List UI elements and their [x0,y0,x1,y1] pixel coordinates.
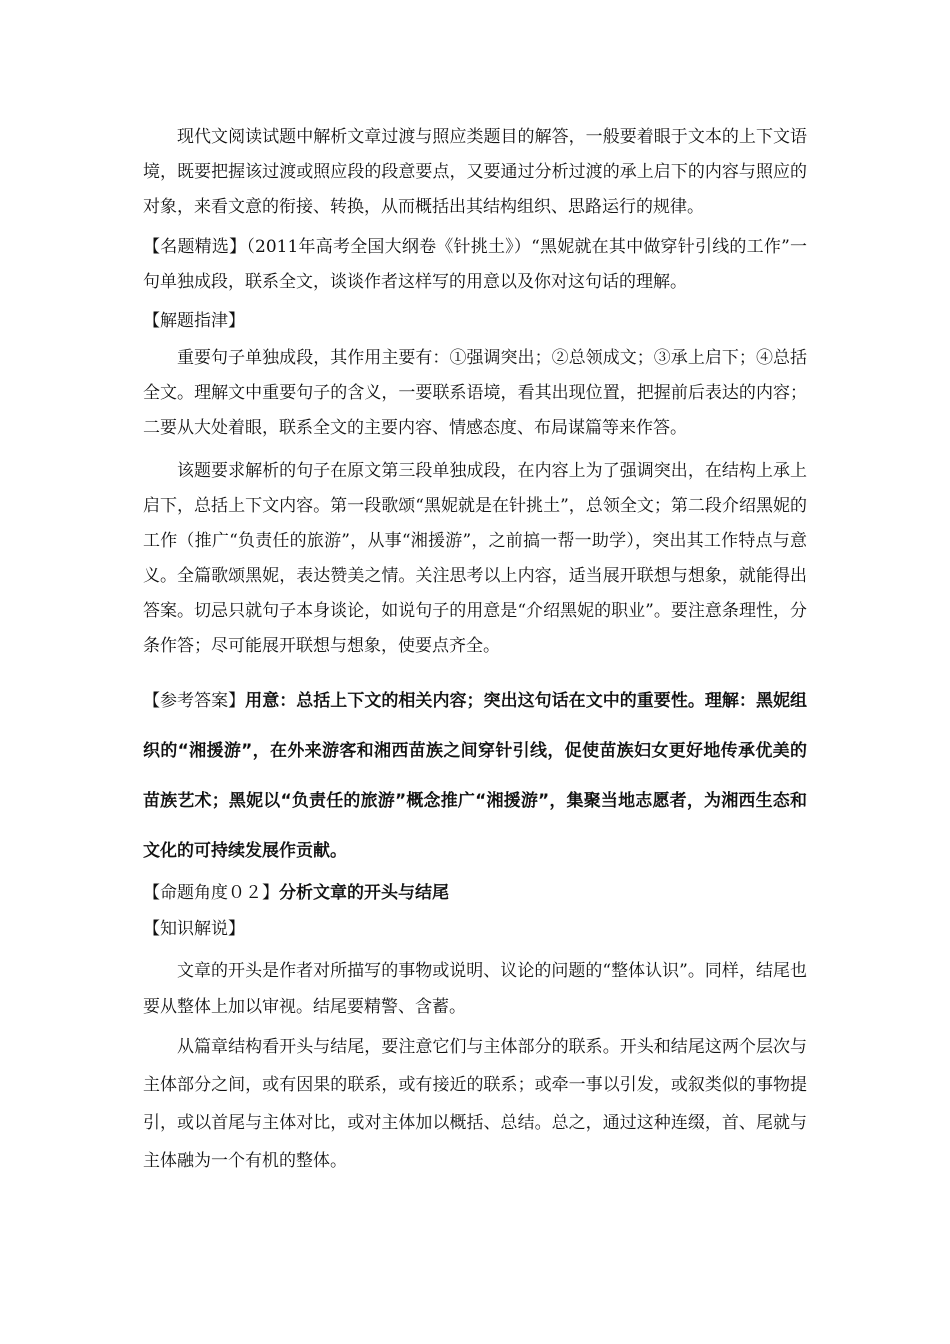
knowledge-heading: 【知识解说】 [143,919,245,939]
question-label: 【名题精选】 [143,237,247,257]
answer-label: 【参考答案】 [143,691,246,711]
knowledge-paragraph-1: 文章的开头是作者对所描写的事物或说明、议论的问题的“整体认识”。同样，结尾也要从整体上加以审视。结尾要精警、含蓄。 [143,961,807,1017]
question-text: （2011年高考全国大纲卷《针挑土》）“黑妮就在其中做穿针引线的工作”一句单独成段，联系全文，谈谈作者这样写的用意以及你对这句话的理解。 [143,237,807,292]
intro-paragraph: 现代文阅读试题中解析文章过渡与照应类题目的解答，一般要着眼于文本的上下文语境，既要把握该过渡或照应段的段意要点，又要通过分析过渡的承上启下的内容与照应的对象，来看文意的衔接、转换，从而概括出其结构组织、思路运行的规律。 [143,127,807,217]
angle-heading [143,876,813,911]
guide-heading: 【解题指津】 [143,311,245,331]
angle-text: 分析文章的开头与结尾 [279,883,449,903]
answer-text: 用意：总括上下文的相关内容；突出这句话在文中的重要性。理解：黑妮组织的“湘援游”，在外来游客和湘西苗族之间穿针引线，促使苗族妇女更好地传承优美的苗族艺术；黑妮以“负责任的旅游”概念推广“湘援游”，集聚当地志愿者，为湘西生态和文化的可持续发展作贡献。 [143,691,808,861]
reference-answer [143,676,807,876]
question-block [143,230,807,300]
angle-label: 【命题角度０２】 [143,883,279,903]
guide-paragraph-1: 重要句子单独成段，其作用主要有：①强调突出；②总领成文；③承上启下；④总括全文。理解文中重要句子的含义，一要联系语境，看其出现位置，把握前后表达的内容；二要从大处着眼，联系全文的主要内容、情感态度、布局谋篇等来作答。 [143,348,807,438]
knowledge-paragraph-2: 从篇章结构看开头与结尾，要注意它们与主体部分的联系。开头和结尾这两个层次与主体部分之间，或有因果的联系，或有接近的联系；或牵一事以引发，或叙类似的事物提引，或以首尾与主体对比，或对主体加以概括、总结。总之，通过这种连缀，首、尾就与主体融为一个有机的整体。 [143,1037,807,1171]
guide-paragraph-2: 该题要求解析的句子在原文第三段单独成段，在内容上为了强调突出，在结构上承上启下，总括上下文内容。第一段歌颂“黑妮就是在针挑土”，总领全文；第二段介绍黑妮的工作（推广“负责任的旅游”，从事“湘援游”，之前搞一帮一助学），突出其工作特点与意义。全篇歌颂黑妮，表达赞美之情。关注思考以上内容，适当展开联想与想象，就能得出答案。切忌只就句子本身谈论，如说句子的用意是“介绍黑妮的职业”。要注意条理性，分条作答；尽可能展开联想与想象，使要点齐全。 [143,461,807,656]
